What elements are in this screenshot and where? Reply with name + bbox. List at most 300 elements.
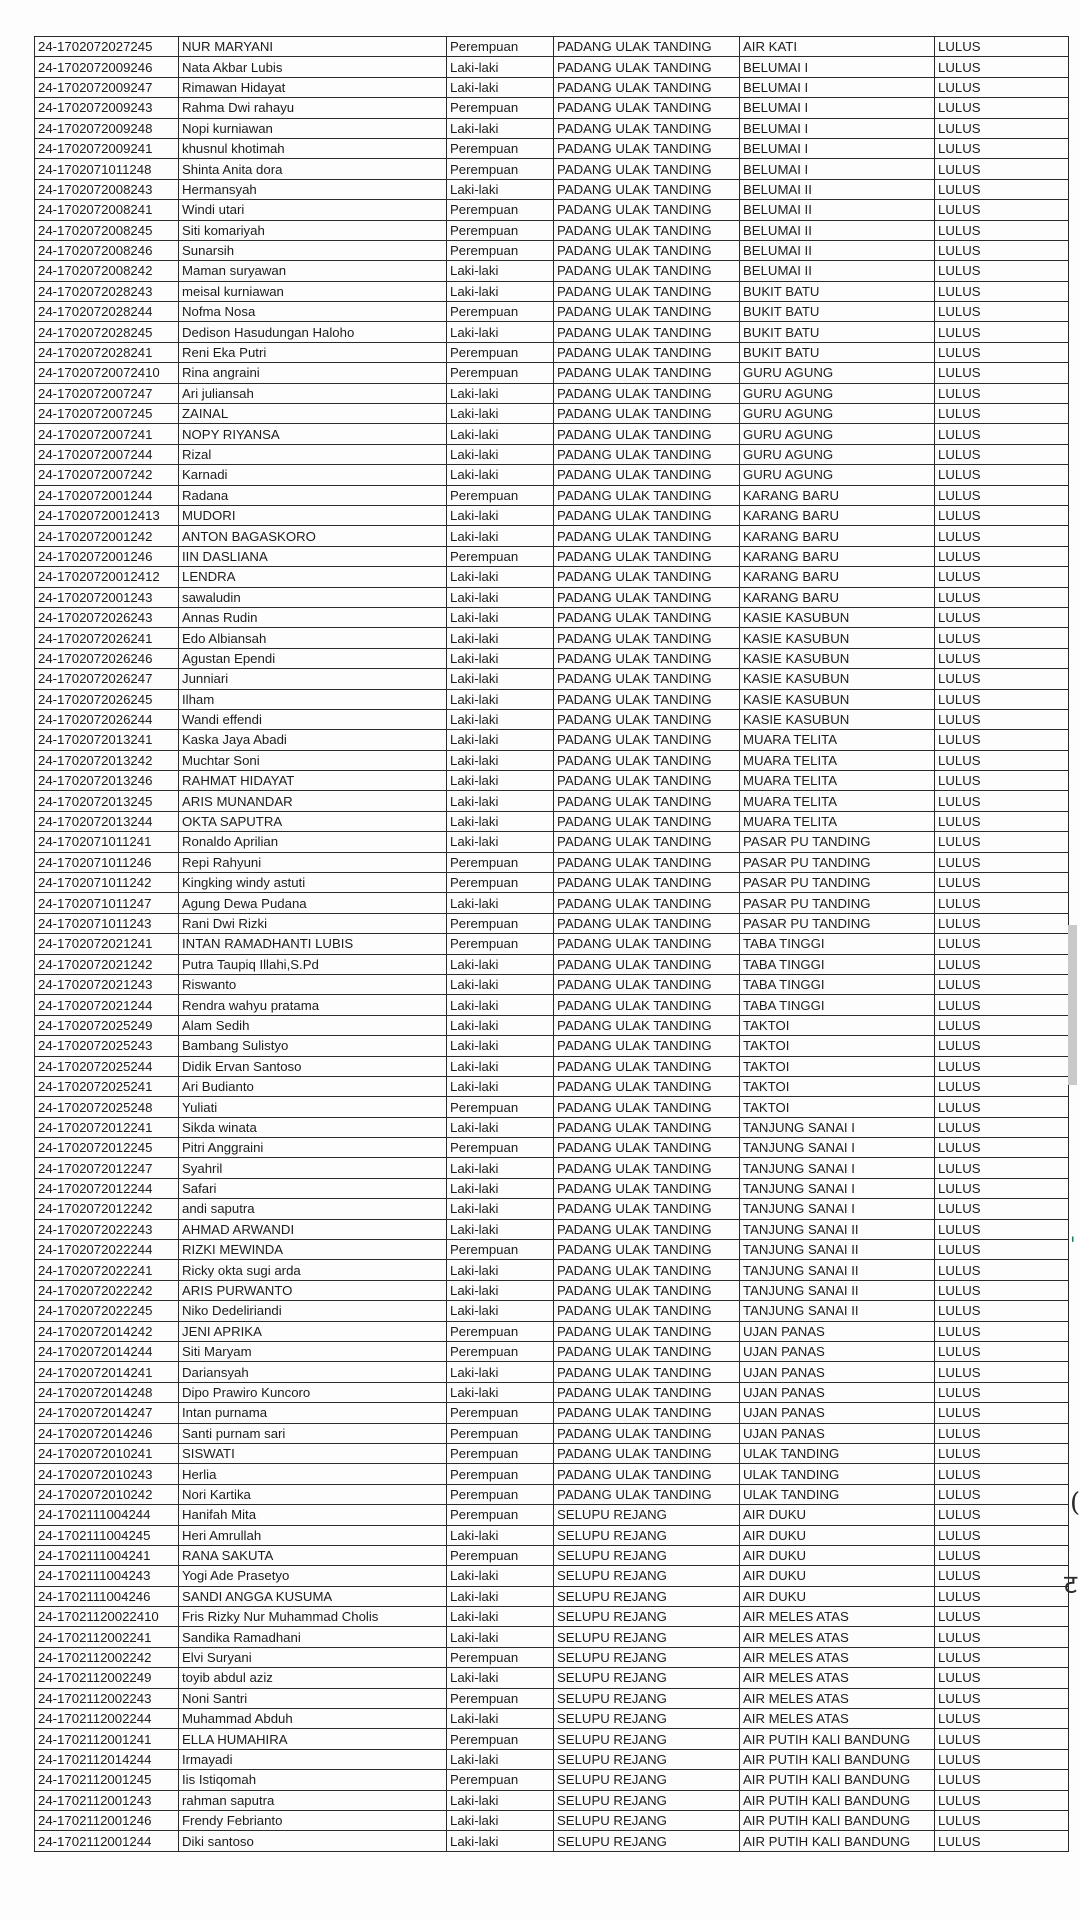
status-cell: LULUS — [935, 138, 1069, 158]
village-cell: TANJUNG SANAI II — [740, 1240, 935, 1260]
status-cell: LULUS — [935, 322, 1069, 342]
gender-cell: Laki-laki — [447, 628, 554, 648]
gender-cell: Laki-laki — [447, 1709, 554, 1729]
status-cell: LULUS — [935, 1280, 1069, 1300]
name-cell: Diki santoso — [179, 1831, 447, 1851]
village-cell: AIR PUTIH KALI BANDUNG — [740, 1790, 935, 1810]
table-row — [35, 974, 1069, 994]
district-cell: PADANG ULAK TANDING — [554, 281, 740, 301]
district-cell: PADANG ULAK TANDING — [554, 444, 740, 464]
village-cell: MUARA TELITA — [740, 791, 935, 811]
district-cell: PADANG ULAK TANDING — [554, 179, 740, 199]
name-cell: Nopi kurniawan — [179, 118, 447, 138]
district-cell: PADANG ULAK TANDING — [554, 832, 740, 852]
name-cell: Agung Dewa Pudana — [179, 893, 447, 913]
participant-id-cell: 24-1702072025249 — [35, 1015, 179, 1035]
district-cell: SELUPU REJANG — [554, 1607, 740, 1627]
village-cell: AIR KATI — [740, 37, 935, 57]
status-cell: LULUS — [935, 934, 1069, 954]
name-cell: Yuliati — [179, 1097, 447, 1117]
table-row — [35, 1525, 1069, 1545]
village-cell: TAKTOI — [740, 1076, 935, 1096]
participant-id-cell: 24-17020720012413 — [35, 505, 179, 525]
participant-id-cell: 24-1702072014246 — [35, 1423, 179, 1443]
participant-id-cell: 24-1702072025241 — [35, 1076, 179, 1096]
village-cell: AIR DUKU — [740, 1505, 935, 1525]
gender-cell: Laki-laki — [447, 57, 554, 77]
table-row — [35, 1505, 1069, 1525]
table-row — [35, 1280, 1069, 1300]
gender-cell: Laki-laki — [447, 974, 554, 994]
village-cell: BELUMAI I — [740, 159, 935, 179]
status-cell: LULUS — [935, 1443, 1069, 1463]
status-cell: LULUS — [935, 587, 1069, 607]
village-cell: AIR MELES ATAS — [740, 1647, 935, 1667]
name-cell: Dedison Hasudungan Haloho — [179, 322, 447, 342]
participant-id-cell: 24-1702072008246 — [35, 240, 179, 260]
gender-cell: Perempuan — [447, 1770, 554, 1790]
name-cell: Intan purnama — [179, 1403, 447, 1423]
name-cell: ARIS PURWANTO — [179, 1280, 447, 1300]
village-cell: BUKIT BATU — [740, 342, 935, 362]
district-cell: PADANG ULAK TANDING — [554, 811, 740, 831]
district-cell: PADANG ULAK TANDING — [554, 363, 740, 383]
table-row — [35, 1403, 1069, 1423]
status-cell: LULUS — [935, 1749, 1069, 1769]
status-cell: LULUS — [935, 220, 1069, 240]
village-cell: PASAR PU TANDING — [740, 913, 935, 933]
participant-id-cell: 24-1702072026247 — [35, 669, 179, 689]
district-cell: PADANG ULAK TANDING — [554, 322, 740, 342]
table-row — [35, 1586, 1069, 1606]
participant-id-cell: 24-1702072009247 — [35, 77, 179, 97]
table-row — [35, 465, 1069, 485]
district-cell: PADANG ULAK TANDING — [554, 465, 740, 485]
name-cell: Alam Sedih — [179, 1015, 447, 1035]
participant-table-body — [35, 37, 1069, 1852]
table-row — [35, 342, 1069, 362]
table-row — [35, 567, 1069, 587]
gender-cell: Laki-laki — [447, 893, 554, 913]
gender-cell: Laki-laki — [447, 261, 554, 281]
table-row — [35, 669, 1069, 689]
table-row — [35, 648, 1069, 668]
participant-id-cell: 24-1702072008241 — [35, 200, 179, 220]
village-cell: AIR PUTIH KALI BANDUNG — [740, 1831, 935, 1851]
status-cell: LULUS — [935, 281, 1069, 301]
gender-cell: Laki-laki — [447, 1525, 554, 1545]
district-cell: PADANG ULAK TANDING — [554, 485, 740, 505]
participant-id-cell: 24-1702072022241 — [35, 1260, 179, 1280]
participant-id-cell: 24-17020720072410 — [35, 363, 179, 383]
participant-table — [34, 36, 1069, 1852]
status-cell: LULUS — [935, 465, 1069, 485]
name-cell: NUR MARYANI — [179, 37, 447, 57]
name-cell: Junniari — [179, 669, 447, 689]
table-row — [35, 628, 1069, 648]
district-cell: PADANG ULAK TANDING — [554, 791, 740, 811]
gender-cell: Perempuan — [447, 138, 554, 158]
gender-cell: Perempuan — [447, 37, 554, 57]
name-cell: Annas Rudin — [179, 607, 447, 627]
gender-cell: Laki-laki — [447, 791, 554, 811]
district-cell: PADANG ULAK TANDING — [554, 1382, 740, 1402]
name-cell: Rahma Dwi rahayu — [179, 98, 447, 118]
name-cell: Rina angraini — [179, 363, 447, 383]
status-cell: LULUS — [935, 730, 1069, 750]
table-row — [35, 1627, 1069, 1647]
name-cell: Ilham — [179, 689, 447, 709]
participant-id-cell: 24-1702072008242 — [35, 261, 179, 281]
village-cell: TAKTOI — [740, 1015, 935, 1035]
name-cell: Sunarsih — [179, 240, 447, 260]
status-cell: LULUS — [935, 832, 1069, 852]
name-cell: Reni Eka Putri — [179, 342, 447, 362]
gender-cell: Laki-laki — [447, 404, 554, 424]
gender-cell: Laki-laki — [447, 1668, 554, 1688]
gender-cell: Perempuan — [447, 1505, 554, 1525]
status-cell: LULUS — [935, 1464, 1069, 1484]
table-row — [35, 1301, 1069, 1321]
district-cell: PADANG ULAK TANDING — [554, 852, 740, 872]
gender-cell: Laki-laki — [447, 1362, 554, 1382]
gender-cell: Perempuan — [447, 1321, 554, 1341]
name-cell: ANTON BAGASKORO — [179, 526, 447, 546]
status-cell: LULUS — [935, 546, 1069, 566]
table-row — [35, 383, 1069, 403]
name-cell: Dipo Prawiro Kuncoro — [179, 1382, 447, 1402]
participant-id-cell: 24-1702071011241 — [35, 832, 179, 852]
village-cell: TABA TINGGI — [740, 995, 935, 1015]
gender-cell: Laki-laki — [447, 832, 554, 852]
table-row — [35, 505, 1069, 525]
status-cell: LULUS — [935, 240, 1069, 260]
participant-id-cell: 24-1702071011248 — [35, 159, 179, 179]
gender-cell: Laki-laki — [447, 750, 554, 770]
name-cell: Fris Rizky Nur Muhammad Cholis — [179, 1607, 447, 1627]
name-cell: Wandi effendi — [179, 709, 447, 729]
status-cell: LULUS — [935, 342, 1069, 362]
name-cell: Niko Dedeliriandi — [179, 1301, 447, 1321]
name-cell: rahman saputra — [179, 1790, 447, 1810]
name-cell: Sikda winata — [179, 1117, 447, 1137]
district-cell: SELUPU REJANG — [554, 1729, 740, 1749]
status-cell: LULUS — [935, 628, 1069, 648]
table-row — [35, 1117, 1069, 1137]
table-row — [35, 1545, 1069, 1565]
status-cell: LULUS — [935, 648, 1069, 668]
participant-id-cell: 24-1702072001242 — [35, 526, 179, 546]
participant-id-cell: 24-1702072014248 — [35, 1382, 179, 1402]
village-cell: AIR MELES ATAS — [740, 1607, 935, 1627]
participant-id-cell: 24-1702072009241 — [35, 138, 179, 158]
table-row — [35, 281, 1069, 301]
gender-cell: Laki-laki — [447, 1056, 554, 1076]
gender-cell: Laki-laki — [447, 1036, 554, 1056]
village-cell: TABA TINGGI — [740, 934, 935, 954]
village-cell: AIR MELES ATAS — [740, 1668, 935, 1688]
name-cell: Rizal — [179, 444, 447, 464]
status-cell: LULUS — [935, 1831, 1069, 1851]
name-cell: Ari juliansah — [179, 383, 447, 403]
table-row — [35, 485, 1069, 505]
district-cell: SELUPU REJANG — [554, 1810, 740, 1830]
participant-id-cell: 24-1702112002249 — [35, 1668, 179, 1688]
village-cell: AIR DUKU — [740, 1545, 935, 1565]
table-row — [35, 1770, 1069, 1790]
participant-id-cell: 24-1702072014241 — [35, 1362, 179, 1382]
participant-id-cell: 24-1702072022244 — [35, 1240, 179, 1260]
table-row — [35, 138, 1069, 158]
participant-id-cell: 24-1702072014242 — [35, 1321, 179, 1341]
table-row — [35, 240, 1069, 260]
district-cell: PADANG ULAK TANDING — [554, 771, 740, 791]
village-cell: KASIE KASUBUN — [740, 689, 935, 709]
name-cell: Nori Kartika — [179, 1484, 447, 1504]
name-cell: Pitri Anggraini — [179, 1138, 447, 1158]
participant-id-cell: 24-1702072025244 — [35, 1056, 179, 1076]
participant-id-cell: 24-1702072010243 — [35, 1464, 179, 1484]
table-row — [35, 179, 1069, 199]
gender-cell: Perempuan — [447, 1423, 554, 1443]
table-row — [35, 832, 1069, 852]
table-row — [35, 1484, 1069, 1504]
participant-id-cell: 24-1702112002244 — [35, 1709, 179, 1729]
gender-cell: Laki-laki — [447, 465, 554, 485]
table-row — [35, 852, 1069, 872]
participant-id-cell: 24-1702072001246 — [35, 546, 179, 566]
table-row — [35, 220, 1069, 240]
district-cell: PADANG ULAK TANDING — [554, 974, 740, 994]
table-row — [35, 1015, 1069, 1035]
table-row — [35, 1464, 1069, 1484]
participant-id-cell: 24-1702072022245 — [35, 1301, 179, 1321]
status-cell: LULUS — [935, 485, 1069, 505]
district-cell: PADANG ULAK TANDING — [554, 342, 740, 362]
table-row — [35, 1260, 1069, 1280]
participant-id-cell: 24-17020720012412 — [35, 567, 179, 587]
village-cell: GURU AGUNG — [740, 363, 935, 383]
status-cell: LULUS — [935, 1015, 1069, 1035]
status-cell: LULUS — [935, 1810, 1069, 1830]
table-row — [35, 730, 1069, 750]
status-cell: LULUS — [935, 709, 1069, 729]
participant-id-cell: 24-1702072012242 — [35, 1199, 179, 1219]
status-cell: LULUS — [935, 118, 1069, 138]
village-cell: BELUMAI I — [740, 57, 935, 77]
participant-id-cell: 24-1702072026244 — [35, 709, 179, 729]
participant-id-cell: 24-1702072008243 — [35, 179, 179, 199]
district-cell: PADANG ULAK TANDING — [554, 689, 740, 709]
gender-cell: Perempuan — [447, 546, 554, 566]
status-cell: LULUS — [935, 1668, 1069, 1688]
village-cell: ULAK TANDING — [740, 1443, 935, 1463]
district-cell: PADANG ULAK TANDING — [554, 200, 740, 220]
gender-cell: Perempuan — [447, 1138, 554, 1158]
table-row — [35, 1831, 1069, 1851]
gender-cell: Laki-laki — [447, 1199, 554, 1219]
gender-cell: Perempuan — [447, 1443, 554, 1463]
district-cell: PADANG ULAK TANDING — [554, 37, 740, 57]
name-cell: NOPY RIYANSA — [179, 424, 447, 444]
table-row — [35, 159, 1069, 179]
status-cell: LULUS — [935, 159, 1069, 179]
status-cell: LULUS — [935, 77, 1069, 97]
participant-id-cell: 24-1702072007244 — [35, 444, 179, 464]
gender-cell: Laki-laki — [447, 689, 554, 709]
status-cell: LULUS — [935, 1138, 1069, 1158]
participant-id-cell: 24-1702072026243 — [35, 607, 179, 627]
status-cell: LULUS — [935, 893, 1069, 913]
gender-cell: Perempuan — [447, 159, 554, 179]
gender-cell: Laki-laki — [447, 1607, 554, 1627]
name-cell: INTAN RAMADHANTI LUBIS — [179, 934, 447, 954]
table-row — [35, 37, 1069, 57]
village-cell: BUKIT BATU — [740, 302, 935, 322]
status-cell: LULUS — [935, 1607, 1069, 1627]
status-cell: LULUS — [935, 1770, 1069, 1790]
gender-cell: Perempuan — [447, 1484, 554, 1504]
village-cell: TANJUNG SANAI II — [740, 1219, 935, 1239]
name-cell: andi saputra — [179, 1199, 447, 1219]
status-cell: LULUS — [935, 444, 1069, 464]
name-cell: LENDRA — [179, 567, 447, 587]
district-cell: SELUPU REJANG — [554, 1586, 740, 1606]
village-cell: AIR MELES ATAS — [740, 1709, 935, 1729]
name-cell: Sandika Ramadhani — [179, 1627, 447, 1647]
gender-cell: Perempuan — [447, 1729, 554, 1749]
participant-id-cell: 24-1702072014244 — [35, 1342, 179, 1362]
status-cell: LULUS — [935, 1790, 1069, 1810]
participant-id-cell: 24-1702072007247 — [35, 383, 179, 403]
participant-id-cell: 24-1702072007245 — [35, 404, 179, 424]
district-cell: PADANG ULAK TANDING — [554, 628, 740, 648]
participant-id-cell: 24-1702072026246 — [35, 648, 179, 668]
participant-id-cell: 24-1702111004243 — [35, 1566, 179, 1586]
participant-id-cell: 24-1702112001245 — [35, 1770, 179, 1790]
name-cell: ELLA HUMAHIRA — [179, 1729, 447, 1749]
status-cell: LULUS — [935, 1484, 1069, 1504]
name-cell: Iis Istiqomah — [179, 1770, 447, 1790]
district-cell: PADANG ULAK TANDING — [554, 567, 740, 587]
village-cell: BELUMAI II — [740, 240, 935, 260]
participant-id-cell: 24-1702112002243 — [35, 1688, 179, 1708]
district-cell: SELUPU REJANG — [554, 1627, 740, 1647]
status-cell: LULUS — [935, 852, 1069, 872]
status-cell: LULUS — [935, 1342, 1069, 1362]
district-cell: PADANG ULAK TANDING — [554, 587, 740, 607]
gender-cell: Perempuan — [447, 1688, 554, 1708]
table-row — [35, 322, 1069, 342]
participant-id-cell: 24-1702072021243 — [35, 974, 179, 994]
village-cell: KASIE KASUBUN — [740, 607, 935, 627]
participant-id-cell: 24-1702072009248 — [35, 118, 179, 138]
gender-cell: Laki-laki — [447, 669, 554, 689]
status-cell: LULUS — [935, 200, 1069, 220]
table-row — [35, 1749, 1069, 1769]
participant-id-cell: 24-1702072012247 — [35, 1158, 179, 1178]
table-row — [35, 1382, 1069, 1402]
table-row — [35, 118, 1069, 138]
table-row — [35, 771, 1069, 791]
status-cell: LULUS — [935, 1097, 1069, 1117]
table-row — [35, 98, 1069, 118]
handwritten-mark: ( — [1070, 1488, 1080, 1518]
village-cell: GURU AGUNG — [740, 404, 935, 424]
participant-id-cell: 24-17021120022410 — [35, 1607, 179, 1627]
name-cell: IIN DASLIANA — [179, 546, 447, 566]
participant-id-cell: 24-1702072010241 — [35, 1443, 179, 1463]
village-cell: AIR PUTIH KALI BANDUNG — [740, 1729, 935, 1749]
gender-cell: Laki-laki — [447, 1566, 554, 1586]
participant-id-cell: 24-1702072028243 — [35, 281, 179, 301]
gender-cell: Perempuan — [447, 913, 554, 933]
status-cell: LULUS — [935, 261, 1069, 281]
village-cell: KASIE KASUBUN — [740, 669, 935, 689]
district-cell: PADANG ULAK TANDING — [554, 873, 740, 893]
table-row — [35, 791, 1069, 811]
gender-cell: Laki-laki — [447, 995, 554, 1015]
gender-cell: Laki-laki — [447, 118, 554, 138]
participant-id-cell: 24-1702072008245 — [35, 220, 179, 240]
district-cell: PADANG ULAK TANDING — [554, 1015, 740, 1035]
gender-cell: Perempuan — [447, 873, 554, 893]
district-cell: PADANG ULAK TANDING — [554, 1178, 740, 1198]
name-cell: Siti komariyah — [179, 220, 447, 240]
name-cell: khusnul khotimah — [179, 138, 447, 158]
table-row — [35, 995, 1069, 1015]
district-cell: PADANG ULAK TANDING — [554, 526, 740, 546]
village-cell: ULAK TANDING — [740, 1464, 935, 1484]
table-row — [35, 1709, 1069, 1729]
participant-id-cell: 24-1702072025243 — [35, 1036, 179, 1056]
table-row — [35, 1790, 1069, 1810]
gender-cell: Laki-laki — [447, 1749, 554, 1769]
participant-id-cell: 24-1702072013245 — [35, 791, 179, 811]
status-cell: LULUS — [935, 383, 1069, 403]
district-cell: SELUPU REJANG — [554, 1668, 740, 1688]
name-cell: Ricky okta sugi arda — [179, 1260, 447, 1280]
table-row — [35, 363, 1069, 383]
district-cell: PADANG ULAK TANDING — [554, 750, 740, 770]
name-cell: Siti Maryam — [179, 1342, 447, 1362]
status-cell: LULUS — [935, 1219, 1069, 1239]
district-cell: PADANG ULAK TANDING — [554, 1484, 740, 1504]
name-cell: RIZKI MEWINDA — [179, 1240, 447, 1260]
gender-cell: Perempuan — [447, 240, 554, 260]
name-cell: SANDI ANGGA KUSUMA — [179, 1586, 447, 1606]
gender-cell: Laki-laki — [447, 1790, 554, 1810]
village-cell: KARANG BARU — [740, 546, 935, 566]
table-row — [35, 404, 1069, 424]
participant-id-cell: 24-1702072013246 — [35, 771, 179, 791]
gender-cell: Laki-laki — [447, 709, 554, 729]
name-cell: MUDORI — [179, 505, 447, 525]
village-cell: TAKTOI — [740, 1036, 935, 1056]
village-cell: MUARA TELITA — [740, 771, 935, 791]
village-cell: GURU AGUNG — [740, 383, 935, 403]
village-cell: BELUMAI I — [740, 138, 935, 158]
village-cell: AIR DUKU — [740, 1586, 935, 1606]
gender-cell: Perempuan — [447, 302, 554, 322]
village-cell: BELUMAI II — [740, 200, 935, 220]
village-cell: MUARA TELITA — [740, 730, 935, 750]
name-cell: Santi purnam sari — [179, 1423, 447, 1443]
village-cell: BELUMAI II — [740, 220, 935, 240]
village-cell: TANJUNG SANAI II — [740, 1301, 935, 1321]
district-cell: PADANG ULAK TANDING — [554, 1097, 740, 1117]
district-cell: SELUPU REJANG — [554, 1709, 740, 1729]
